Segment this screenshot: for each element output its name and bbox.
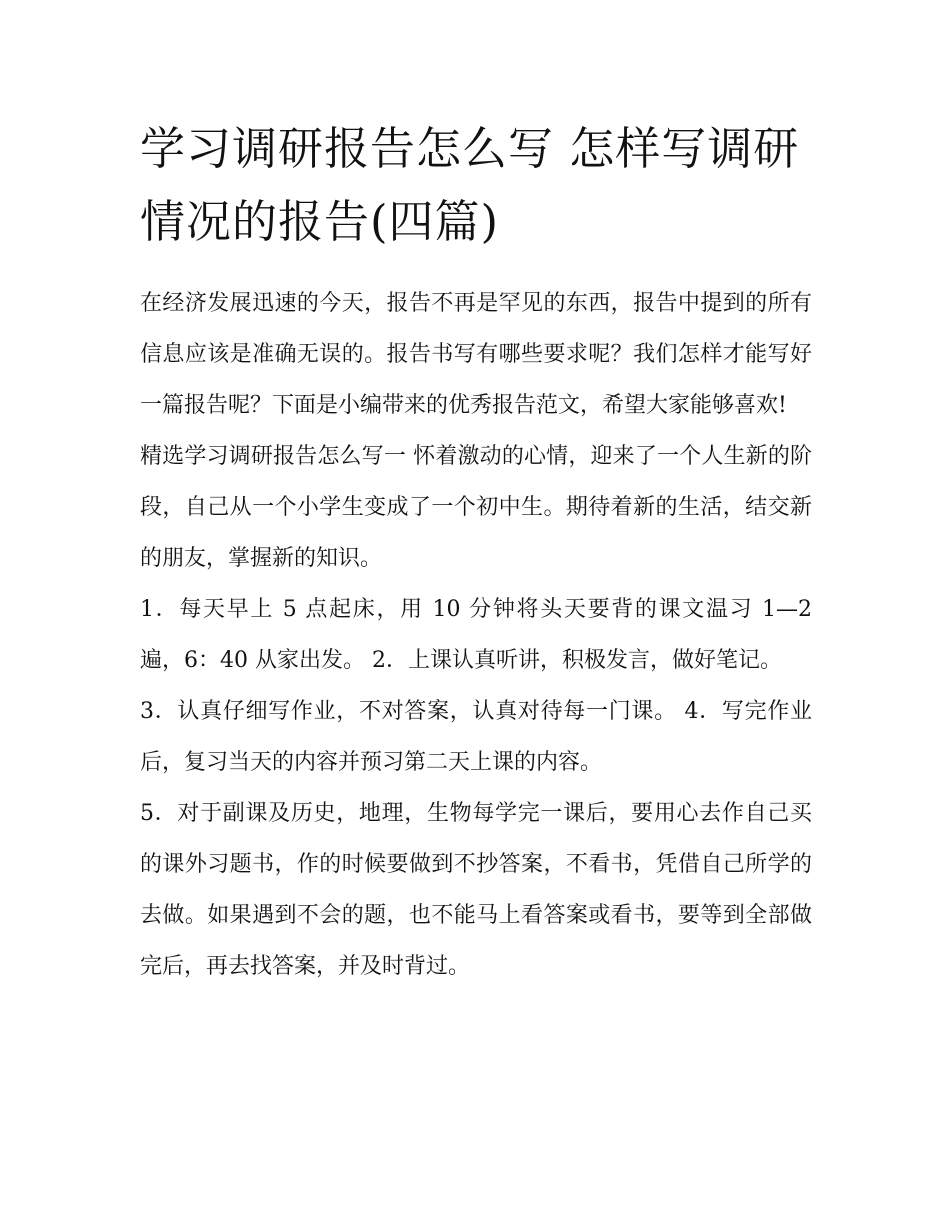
- paragraph-intro: 在经济发展迅速的今天，报告不再是罕见的东西，报告中提到的所有信息应该是准确无误的。报告书写有哪些要求呢？我们怎样才能写好一篇报告呢？下面是小编带来的优秀报告范文，希望大家能够喜欢!: [140, 291, 812, 418]
- paragraph-section-one: 精选学习调研报告怎么写一 怀着激动的心情，迎来了一个人生新的阶段，自己从一个小学生变成了一个初中生。期待着新的生活，结交新的朋友，掌握新的知识。: [140, 444, 812, 571]
- paragraph-item-5: 5．对于副课及历史，地理，生物每学完一课后，要用心去作自己买的课外习题书，作的时候要做到不抄答案，不看书，凭借自己所学的去做。如果遇到不会的题，也不能马上看答案或看书，要等到全部做完后，再去找答案，并及时背过。: [140, 801, 812, 979]
- document-page: [140, 112, 812, 992]
- paragraph-items-1-2: 1．每天早上 5 点起床，用 10 分钟将头天要背的课文温习 1—2 遍，6：40 从家出发。 2．上课认真听讲，积极发言，做好笔记。: [140, 597, 812, 673]
- document-title: 学习调研报告怎么写 怎样写调研情况的报告(四篇): [140, 122, 800, 248]
- paragraph-items-3-4: 3．认真仔细写作业，不对答案，认真对待每一门课。 4．写完作业后，复习当天的内容并预习第二天上课的内容。: [140, 699, 812, 775]
